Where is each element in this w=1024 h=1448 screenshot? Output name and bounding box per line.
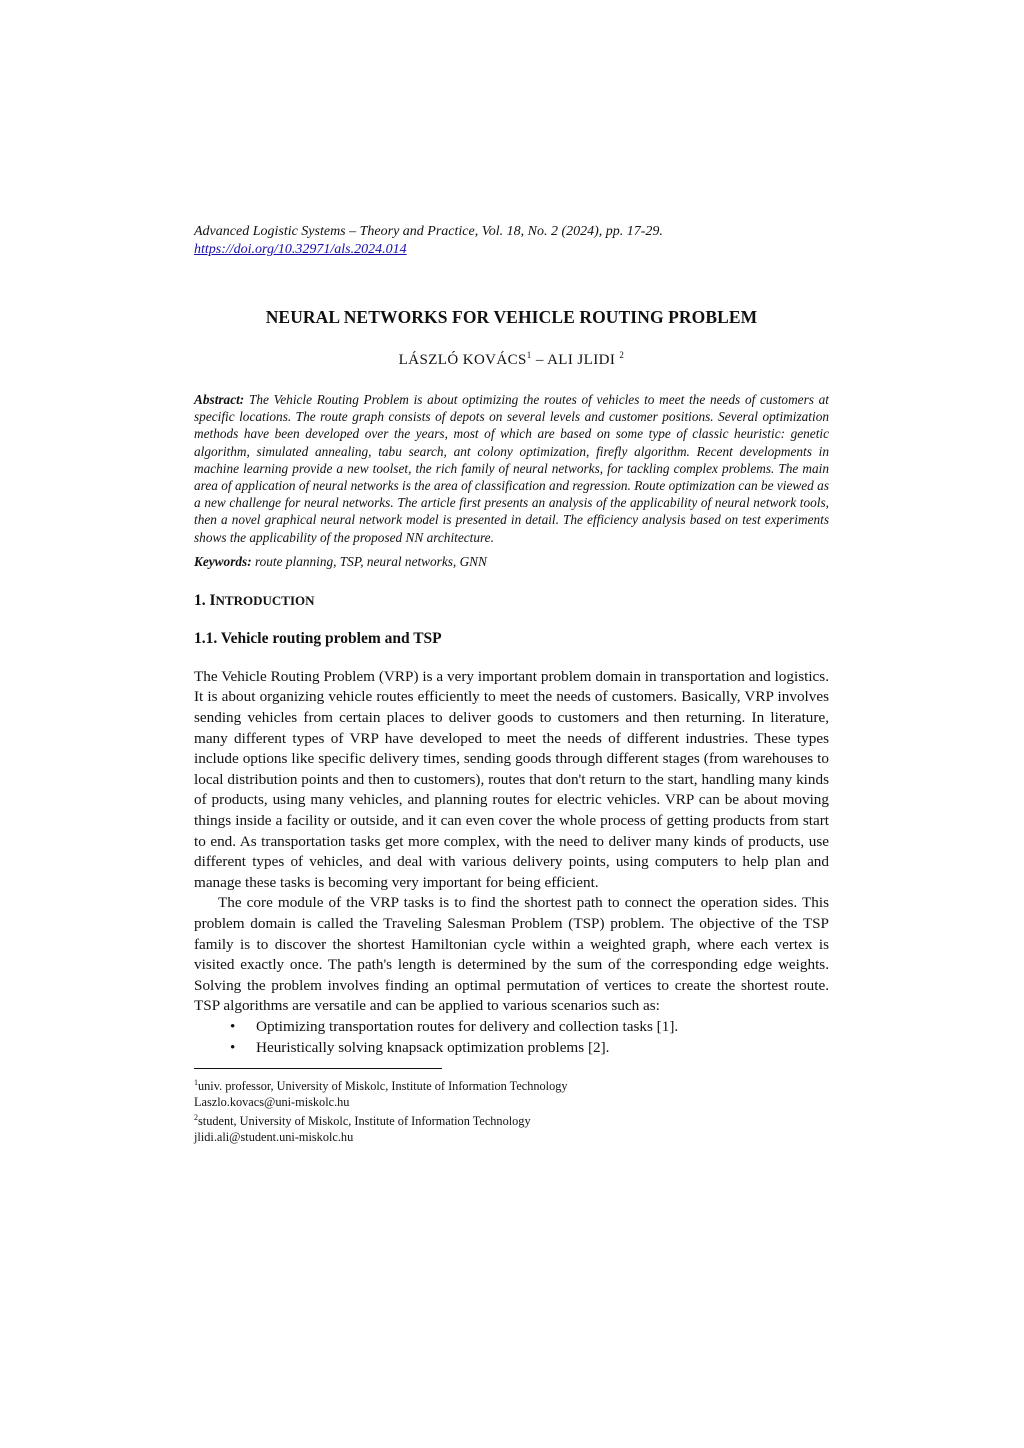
author-2-footnote-mark: 2 <box>619 350 625 360</box>
abstract <box>194 391 829 546</box>
bullet-icon: • <box>230 1038 236 1056</box>
footnote-2 <box>194 1110 829 1129</box>
journal-citation: Advanced Logistic Systems – Theory and Practice, Vol. 18, No. 2 (2024), pp. 17-29. <box>194 224 663 239</box>
section-heading-introduction <box>194 592 829 610</box>
section-title-smallcaps: NTRODUCTION <box>215 592 315 608</box>
footnotes <box>194 1075 829 1145</box>
footnote-email: jlidi.ali@student.uni-miskolc.hu <box>194 1130 354 1145</box>
author-line <box>194 350 829 369</box>
footnote-mark: 2 <box>194 1113 198 1123</box>
keywords <box>194 554 829 570</box>
body-paragraph-2: The core module of the VRP tasks is to find the shortest path to connect the operation sides. This problem domain is called the Traveling Salesman Problem (TSP) problem. The objective of the TSP family is to discover the shortest Hamiltonian cycle within a weighted graph, where each vertex is visited exactly once. The path's length is determined by the sum of the corresponding edge weights. Solving the problem involves finding an optimal permutation of vertices to create the shortest route. TSP algorithms are versatile and can be applied to various scenarios such as: <box>194 894 829 1015</box>
list-item-text: Heuristically solving knapsack optimization problems [2]. <box>256 1038 610 1056</box>
author-1-footnote-mark: 1 <box>526 350 532 360</box>
abstract-text: The Vehicle Routing Problem is about optimizing the routes of vehicles to meet the needs of customers at specific locations. The route graph consists of depots on several levels and customer positions. Several optimization methods have been developed over the years, most of which are based on some type of classic heuristic: genetic algorithm, simulated annealing, tabu search, ant colony optimization, firefly algorithm. Recent developments in machine learning provide a new toolset, the rich family of neural networks, for tackling complex problems. The main area of application of neural networks is the area of classification and regression. Route optimization can be viewed as a new challenge for neural networks. The article first presents an analysis of the applicability of neural network tools, then a novel graphical neural network model is presented in detail. The efficiency analysis based on test experiments shows the applicability of the proposed NN architecture. <box>194 392 829 545</box>
bullet-list <box>194 1017 829 1058</box>
list-item <box>230 1017 829 1038</box>
paper-page <box>194 222 829 1145</box>
bullet-icon: • <box>230 1017 236 1035</box>
keywords-label: Keywords: <box>194 553 252 569</box>
footnote-text: student, University of Miskolc, Institute of Information Technology <box>198 1114 531 1129</box>
author-1-name: LÁSZLÓ KOVÁCS <box>398 352 527 368</box>
footnote-2-email <box>194 1129 829 1145</box>
body-paragraph-1: The Vehicle Routing Problem (VRP) is a very important problem domain in transportation and logistics. It is about organizing vehicle routes efficiently to meet the needs of customers. Basically, VRP involves sending vehicles from certain places to deliver goods to customers and then returning. In literature, many different types of VRP have developed to meet the needs of different industries. These types include options like specific delivery times, sending goods through different stages (from warehouses to local distribution points and then to customers), routes that don't return to the start, handling many kinds of products, using many vehicles, and planning routes for electric vehicles. VRP can be about moving things inside a facility or outside, and it can even cover the whole process of getting products from start to end. As transportation tasks get more complex, with the need to deliver many kinds of products, use different types of vehicles, and deal with various delivery points, using computers to help plan and manage these tasks is becoming very important for being efficient. <box>194 667 829 891</box>
footnote-1-email <box>194 1094 829 1110</box>
footnote-email: Laszlo.kovacs@uni-miskolc.hu <box>194 1095 350 1110</box>
doi-link[interactable]: https://doi.org/10.32971/als.2024.014 <box>194 242 407 257</box>
section-number: 1. I <box>194 591 216 609</box>
abstract-label: Abstract: <box>194 392 245 407</box>
footnote-1 <box>194 1075 829 1094</box>
list-item-text: Optimizing transportation routes for delivery and collection tasks [1]. <box>256 1017 679 1035</box>
list-item <box>230 1038 829 1059</box>
footnote-mark: 1 <box>194 1078 198 1088</box>
author-separator: – <box>531 352 548 368</box>
author-2-name: ALI JLIDI <box>547 352 620 368</box>
keywords-text: route planning, TSP, neural networks, GNN <box>251 553 487 569</box>
footnote-text: univ. professor, University of Miskolc, Institute of Information Technology <box>198 1079 568 1094</box>
paper-title: NEURAL NETWORKS FOR VEHICLE ROUTING PROBLEM <box>265 307 758 327</box>
footnote-divider <box>194 1068 442 1069</box>
subsection-heading: 1.1. Vehicle routing problem and TSP <box>194 629 442 647</box>
